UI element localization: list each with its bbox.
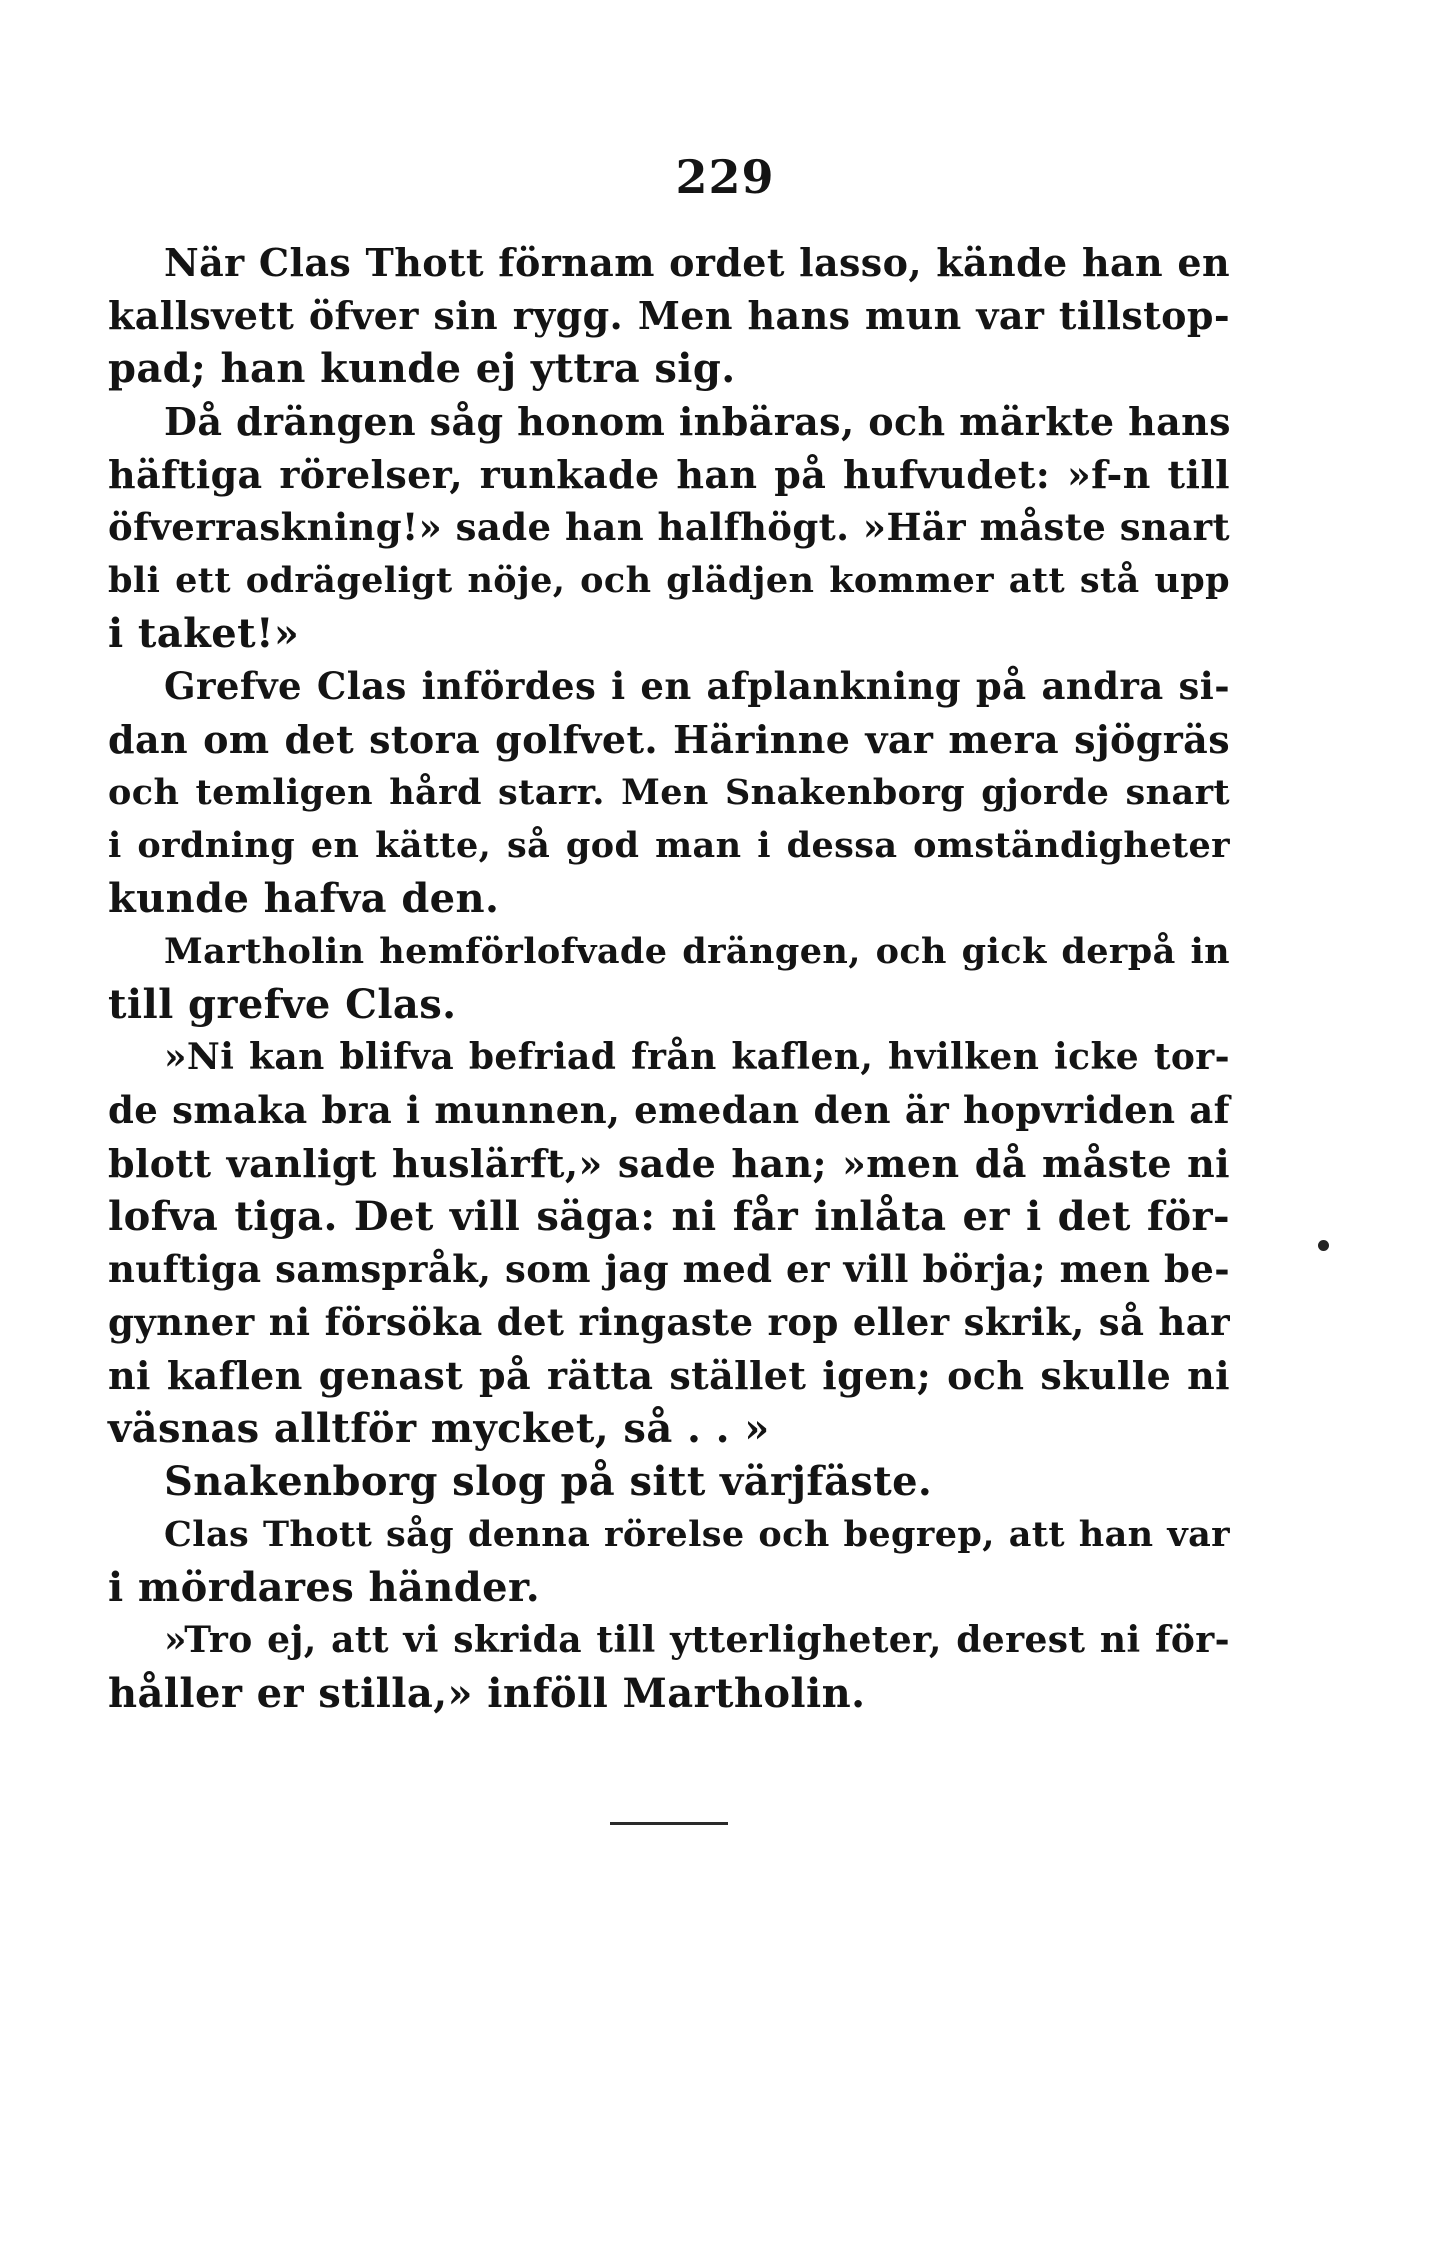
- text-line: håller er stilla,» inföll Martholin.: [108, 1670, 866, 1717]
- text-line: kallsvett öfver sin rygg. Men hans mun var tillstop-: [108, 293, 1230, 338]
- text-line: Då drängen såg honom inbäras, och märkte hans: [164, 399, 1231, 444]
- text-line: nuftiga samspråk, som jag med er vill börja; men be-: [108, 1247, 1230, 1291]
- text-line: Snakenborg slog på sitt värjfäste.: [164, 1458, 933, 1505]
- text-line: »Ni kan blifva befriad från kaflen, hvilken icke tor-: [164, 1036, 1230, 1078]
- text-line: gynner ni försöka det ringaste rop eller skrik, så har: [108, 1300, 1230, 1344]
- text-line: öfverraskning!» sade han halfhögt. »Här måste snart: [108, 505, 1230, 549]
- text-line: Martholin hemförlofvade drängen, och gick derpå in: [164, 931, 1230, 972]
- page-number: 229: [675, 150, 775, 204]
- text-line: Clas Thott såg denna rörelse och begrep, att han var: [164, 1514, 1230, 1555]
- text-line: »Tro ej, att vi skrida till ytterligheter, derest ni för-: [164, 1619, 1230, 1661]
- text-line: de smaka bra i munnen, emedan den är hopvriden af: [108, 1088, 1230, 1132]
- print-speck: [1318, 1240, 1329, 1251]
- text-line: till grefve Clas.: [108, 981, 457, 1028]
- text-line: och temligen hård starr. Men Snakenborg gjorde snart: [108, 772, 1230, 813]
- text-line: blott vanligt huslärft,» sade han; »men då måste ni: [108, 1141, 1230, 1186]
- text-line: kunde hafva den.: [108, 875, 500, 922]
- text-line: Grefve Clas infördes i en afplankning på andra si-: [164, 664, 1230, 708]
- text-line: väsnas alltför mycket, så . . »: [108, 1405, 770, 1452]
- text-line: ni kaflen genast på rätta stället igen; och skulle ni: [108, 1353, 1230, 1398]
- end-of-chapter-rule: [610, 1822, 728, 1825]
- body-text: [108, 236, 1230, 1720]
- text-line: bli ett odrägeligt nöje, och glädjen kommer att stå upp: [108, 560, 1230, 601]
- text-line: dan om det stora golfvet. Härinne var mera sjögräs: [108, 717, 1230, 762]
- text-line: lofva tiga. Det vill säga: ni får inlåta er i det för-: [108, 1193, 1230, 1240]
- text-line: pad; han kunde ej yttra sig.: [108, 345, 736, 392]
- text-line: i ordning en kätte, så god man i dessa omständigheter: [108, 825, 1230, 866]
- text-line: i mördares händer.: [108, 1564, 541, 1611]
- text-line: När Clas Thott förnam ordet lasso, kände han en: [164, 240, 1230, 285]
- text-line: i taket!»: [108, 610, 300, 657]
- text-line: häftiga rörelser, runkade han på hufvudet: »f-n till: [108, 452, 1230, 497]
